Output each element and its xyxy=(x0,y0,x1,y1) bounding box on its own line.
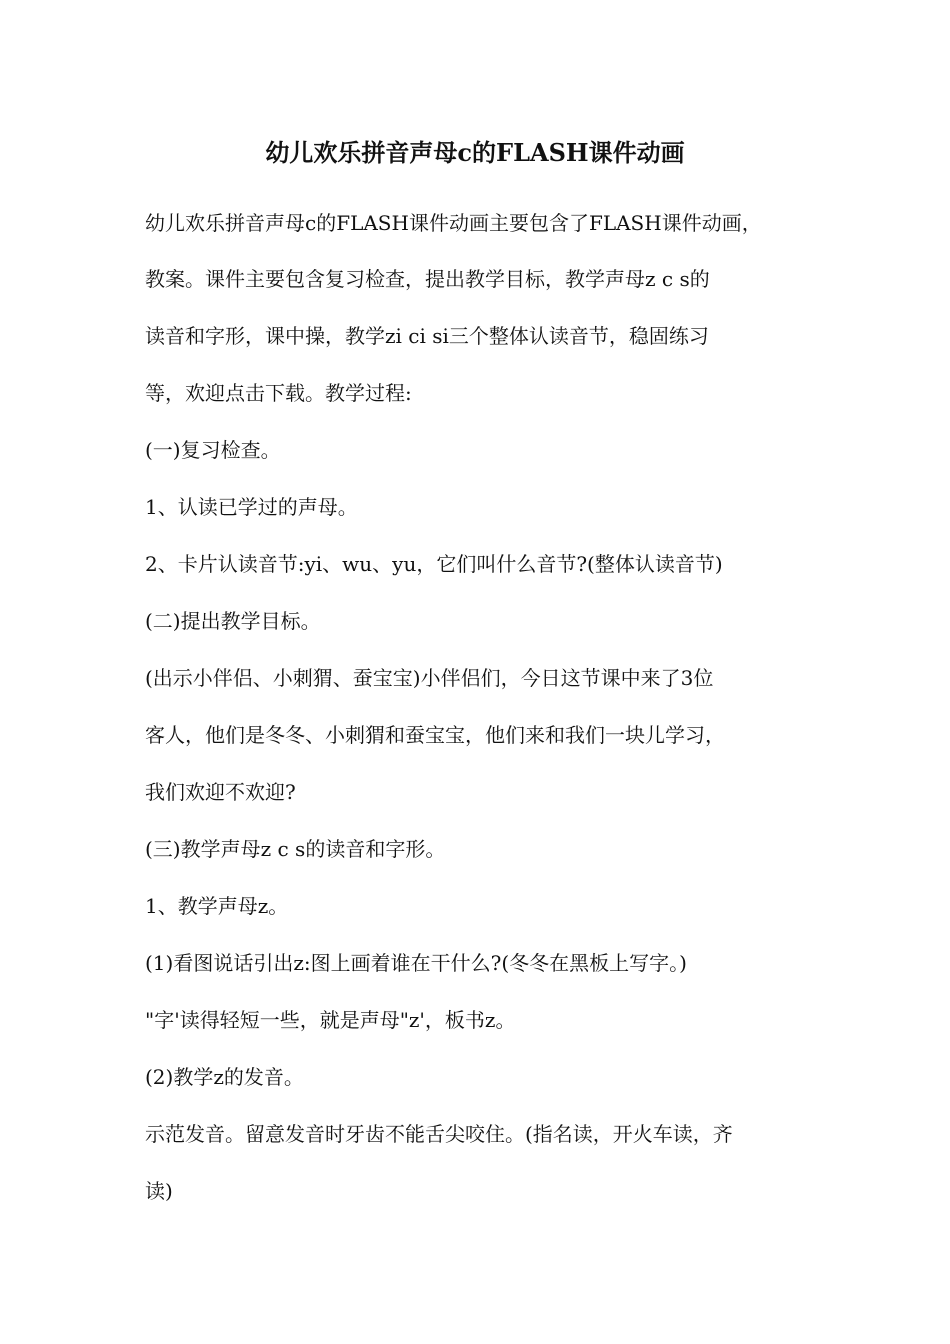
paragraph-line-7: 2、卡片认读音节:yi、wu、yu，它们叫什么音节?(整体认读音节) xyxy=(145,552,723,576)
paragraph-line-17: 示范发音。留意发音时牙齿不能舌尖咬住。(指名读，开火车读，齐 xyxy=(145,1122,733,1146)
section-heading-2: (二)提出教学目标。 xyxy=(145,609,321,633)
paragraph-line-4: 等，欢迎点击下载。教学过程: xyxy=(145,381,412,405)
section-heading-3: (三)教学声母z c s的读音和字形。 xyxy=(145,837,446,861)
paragraph-line-18: 读) xyxy=(145,1179,173,1203)
paragraph-line-3: 读音和字形，课中操，教学zi ci si三个整体认读音节，稳固练习 xyxy=(145,324,709,348)
paragraph-line-16: (2)教学z的发音。 xyxy=(145,1065,304,1089)
paragraph-line-2: 教案。课件主要包含复习检查，提出教学目标，教学声母z c s的 xyxy=(145,267,710,291)
paragraph-line-9: (出示小伴侣、小刺猬、蚕宝宝)小伴侣们，今日这节课中来了3位 xyxy=(145,666,714,690)
paragraph-line-6: 1、认读已学过的声母。 xyxy=(145,495,358,519)
paragraph-line-14: (1)看图说话引出z:图上画着谁在干什么?(冬冬在黑板上写字。) xyxy=(145,951,687,975)
paragraph-line-1: 幼儿欢乐拼音声母c的FLASH课件动画主要包含了FLASH课件动画， xyxy=(145,211,762,235)
paragraph-line-11: 我们欢迎不欢迎? xyxy=(145,780,296,804)
paragraph-line-10: 客人，他们是冬冬、小刺猬和蚕宝宝，他们来和我们一块儿学习， xyxy=(145,723,725,747)
section-heading-1: (一)复习检查。 xyxy=(145,438,281,462)
document-title: 幼儿欢乐拼音声母c的FLASH课件动画 xyxy=(265,138,685,167)
paragraph-line-13: 1、教学声母z。 xyxy=(145,894,289,918)
paragraph-line-15: "字'读得轻短一些，就是声母"z'，板书z。 xyxy=(145,1008,516,1032)
